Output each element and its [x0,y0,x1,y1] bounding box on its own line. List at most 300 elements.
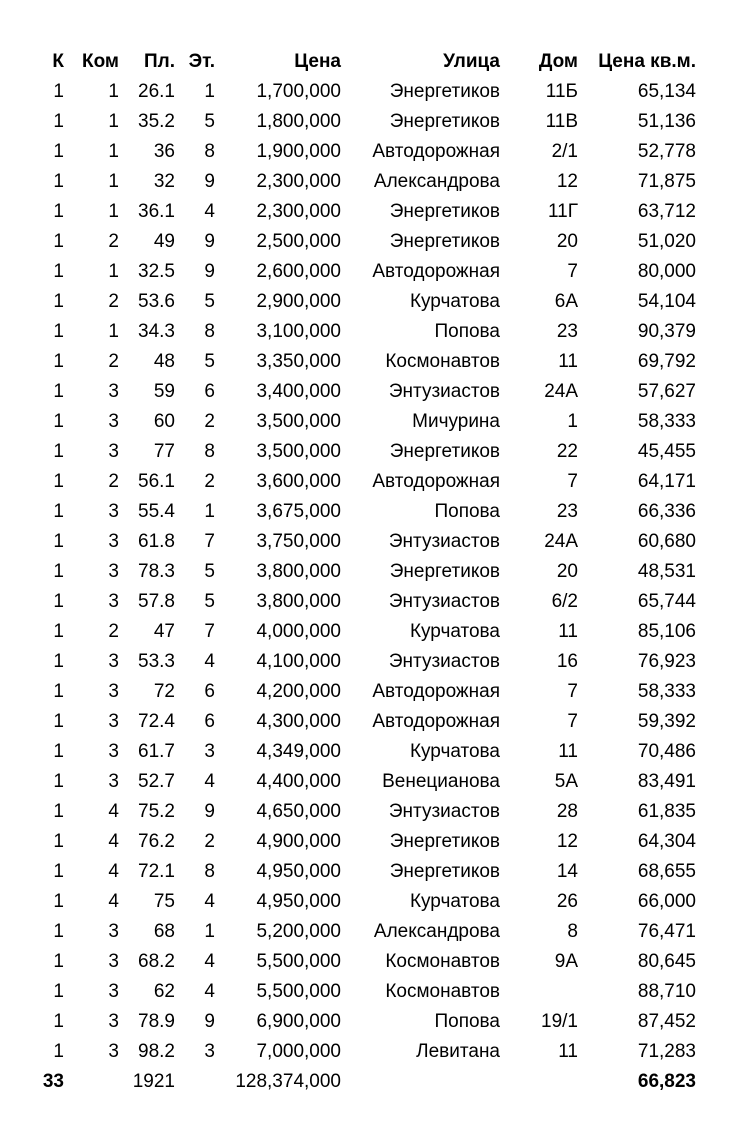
cell-pad [696,527,751,557]
cell-street: Курчатова [409,891,500,912]
cell-k: 1 [53,951,64,972]
cell-k: 1 [53,621,64,642]
cell-floor: 5 [204,561,215,582]
cell-house: 6А [554,291,578,312]
cell-floor: 5 [204,291,215,312]
header-rooms: Ком [81,51,119,72]
table-row [0,857,751,887]
cell-rooms: 3 [108,741,119,762]
cell-price: 2,900,000 [256,291,341,312]
cell-price: 3,750,000 [256,531,341,552]
table-row [0,647,751,677]
table-row [0,707,751,737]
cell-house: 19/1 [541,1011,578,1032]
table-row [0,407,751,437]
cell-rooms: 1 [108,321,119,342]
cell-house: 23 [556,321,578,342]
cell-area: 35.2 [138,111,175,132]
cell-k: 1 [53,471,64,492]
cell-area: 98.2 [138,1041,175,1062]
header-floor: Эт. [188,51,215,72]
cell-pad [696,317,751,347]
cell-house: 11В [545,111,578,132]
cell-house: 1 [567,411,578,432]
cell-street: Энергетиков [389,231,500,252]
cell-price-sqm: 80,000 [637,261,696,282]
table-row [0,137,751,167]
cell-k: 1 [53,651,64,672]
table-row [0,497,751,527]
cell-street: Автодорожная [372,261,500,282]
cell-price-sqm: 48,531 [637,561,696,582]
cell-pad [696,107,751,137]
cell-pad [696,797,751,827]
cell-street: Энергетиков [389,441,500,462]
cell-floor: 3 [204,1041,215,1062]
cell-street: Энергетиков [389,201,500,222]
cell-floor: 8 [204,141,215,162]
cell-k: 1 [53,111,64,132]
cell-house: 6/2 [551,591,578,612]
cell-price-sqm: 66,336 [637,501,696,522]
cell-floor: 4 [204,771,215,792]
cell-rooms: 3 [108,561,119,582]
cell-price: 2,500,000 [256,231,341,252]
cell-price: 7,000,000 [256,1041,341,1062]
cell-price: 5,200,000 [256,921,341,942]
cell-k: 1 [53,981,64,1002]
cell-area: 36.1 [138,201,175,222]
cell-area: 26.1 [138,81,175,102]
cell-street: Автодорожная [372,471,500,492]
cell-house: 14 [556,861,578,882]
table-row [0,347,751,377]
cell-price: 4,200,000 [256,681,341,702]
cell-area: 78.9 [138,1011,175,1032]
cell-price-sqm: 52,778 [637,141,696,162]
cell-price-sqm: 58,333 [637,681,696,702]
cell-k: 1 [53,771,64,792]
cell-pad [696,1007,751,1037]
cell-rooms: 2 [108,621,119,642]
cell-house: 11 [558,741,578,762]
cell-street: Венецианова [382,771,500,792]
cell-pad [696,617,751,647]
cell-pad [696,497,751,527]
cell-house: 8 [567,921,578,942]
cell-area: 59 [153,381,175,402]
cell-rooms: 3 [108,501,119,522]
cell-price: 2,600,000 [256,261,341,282]
table-row [0,227,751,257]
cell-pad [696,77,751,107]
cell-pad [696,977,751,1007]
cell-area: 72 [153,681,175,702]
cell-price: 1,700,000 [256,81,341,102]
cell-k: 1 [53,561,64,582]
cell-rooms: 1 [108,171,119,192]
table-row [0,437,751,467]
cell-area: 76.2 [138,831,175,852]
cell-street: Энтузиастов [388,381,500,402]
cell-street: Космонавтов [385,951,500,972]
cell-rooms: 3 [108,1011,119,1032]
cell-floor: 5 [204,351,215,372]
cell-price-sqm: 66,000 [637,891,696,912]
cell-house [500,977,578,1007]
cell-street: Автодорожная [372,141,500,162]
cell-pad [696,647,751,677]
cell-area: 75.2 [138,801,175,822]
header-area: Пл. [143,51,175,72]
cell-house: 24А [544,531,578,552]
cell-price-sqm: 65,134 [637,81,696,102]
cell-price-sqm: 76,471 [637,921,696,942]
cell-rooms: 1 [108,141,119,162]
cell-floor: 5 [204,111,215,132]
cell-house: 26 [556,891,578,912]
cell-floor: 9 [204,261,215,282]
totals-row [0,1067,751,1097]
apartments-table [0,47,751,1097]
cell-floor: 1 [204,921,215,942]
cell-k: 1 [53,441,64,462]
cell-rooms: 3 [108,651,119,672]
cell-street: Левитана [416,1041,500,1062]
table-row [0,167,751,197]
table-body [0,77,751,1067]
cell-pad [696,887,751,917]
cell-pad [696,707,751,737]
table-row [0,527,751,557]
cell-floor: 4 [204,981,215,1002]
cell-price-sqm: 80,645 [637,951,696,972]
cell-street: Мичурина [412,411,500,432]
cell-street: Курчатова [409,291,500,312]
header-price: Цена [294,51,341,72]
cell-price-sqm: 54,104 [637,291,696,312]
cell-rooms: 3 [108,681,119,702]
cell-k: 1 [53,201,64,222]
cell-floor: 9 [204,1011,215,1032]
cell-house: 20 [556,231,578,252]
cell-house: 7 [567,471,578,492]
cell-house: 7 [567,711,578,732]
cell-price: 1,800,000 [256,111,341,132]
cell-pad [696,737,751,767]
table-row [0,317,751,347]
header-k: К [52,51,64,72]
table-row [0,557,751,587]
cell-pad [696,377,751,407]
cell-house: 24А [544,381,578,402]
cell-price-sqm: 64,304 [637,831,696,852]
cell-k: 1 [53,741,64,762]
table-row [0,947,751,977]
cell-k: 1 [53,801,64,822]
cell-rooms: 3 [108,921,119,942]
cell-area: 77 [153,441,175,462]
cell-street: Энергетиков [389,111,500,132]
cell-floor: 1 [204,501,215,522]
cell-area: 34.3 [138,321,175,342]
cell-rooms: 4 [108,801,119,822]
cell-price-sqm: 51,020 [637,231,696,252]
cell-price-sqm: 63,712 [637,201,696,222]
cell-price: 4,300,000 [256,711,341,732]
cell-price-sqm: 59,392 [637,711,696,732]
cell-price-sqm: 70,486 [637,741,696,762]
cell-floor: 1 [204,81,215,102]
total-price-sqm: 66,823 [637,1071,696,1092]
table-row [0,377,751,407]
cell-street: Попова [434,321,500,342]
cell-street: Энергетиков [389,561,500,582]
header-street: Улица [443,51,500,72]
cell-rooms: 3 [108,951,119,972]
cell-pad [696,467,751,497]
cell-house: 11 [558,621,578,642]
total-empty-rooms [64,1067,119,1097]
table-row [0,737,751,767]
cell-floor: 8 [204,861,215,882]
cell-area: 61.8 [138,531,175,552]
cell-k: 1 [53,141,64,162]
cell-price: 1,900,000 [256,141,341,162]
cell-area: 56.1 [138,471,175,492]
total-area: 1921 [132,1071,175,1092]
cell-floor: 3 [204,741,215,762]
cell-area: 60 [153,411,175,432]
cell-price: 3,400,000 [256,381,341,402]
table-row [0,257,751,287]
cell-rooms: 4 [108,891,119,912]
cell-k: 1 [53,261,64,282]
cell-street: Энергетиков [389,861,500,882]
cell-area: 48 [153,351,175,372]
cell-price-sqm: 88,710 [637,981,696,1002]
cell-price: 3,500,000 [256,441,341,462]
cell-area: 53.3 [138,651,175,672]
table-row [0,797,751,827]
cell-house: 7 [567,681,578,702]
cell-pad [696,167,751,197]
table-row [0,1037,751,1067]
cell-floor: 8 [204,441,215,462]
cell-house: 11 [558,351,578,372]
cell-price: 4,950,000 [256,861,341,882]
cell-price: 3,800,000 [256,591,341,612]
cell-rooms: 1 [108,261,119,282]
cell-pad [696,137,751,167]
cell-street: Энтузиастов [388,651,500,672]
table-row [0,887,751,917]
cell-price: 3,600,000 [256,471,341,492]
cell-floor: 4 [204,651,215,672]
cell-area: 32 [153,171,175,192]
cell-price-sqm: 90,379 [637,321,696,342]
cell-k: 1 [53,411,64,432]
cell-street: Энтузиастов [388,801,500,822]
cell-price-sqm: 45,455 [637,441,696,462]
cell-street: Курчатова [409,741,500,762]
cell-area: 72.4 [138,711,175,732]
table-row [0,977,751,1007]
cell-floor: 6 [204,711,215,732]
table-row [0,767,751,797]
cell-street: Космонавтов [385,351,500,372]
cell-pad [696,197,751,227]
cell-price: 4,900,000 [256,831,341,852]
cell-k: 1 [53,531,64,552]
cell-pad [696,917,751,947]
total-empty-house [500,1067,578,1097]
cell-rooms: 3 [108,981,119,1002]
cell-price-sqm: 60,680 [637,531,696,552]
cell-k: 1 [53,591,64,612]
cell-price-sqm: 61,835 [637,801,696,822]
cell-pad [696,1037,751,1067]
cell-floor: 9 [204,231,215,252]
cell-area: 47 [153,621,175,642]
cell-house: 12 [556,831,578,852]
cell-rooms: 3 [108,591,119,612]
cell-pad [696,827,751,857]
cell-k: 1 [53,81,64,102]
cell-rooms: 3 [108,441,119,462]
cell-house: 11Б [545,81,578,102]
cell-street: Энергетиков [389,81,500,102]
cell-price-sqm: 71,283 [637,1041,696,1062]
cell-floor: 8 [204,321,215,342]
cell-price-sqm: 51,136 [637,111,696,132]
cell-street: Александрова [373,171,500,192]
header-pad [696,47,751,77]
cell-price: 4,349,000 [256,741,341,762]
cell-price-sqm: 58,333 [637,411,696,432]
cell-floor: 2 [204,831,215,852]
cell-rooms: 2 [108,471,119,492]
cell-pad [696,677,751,707]
cell-k: 1 [53,831,64,852]
cell-area: 53.6 [138,291,175,312]
header-price-sqm: Цена кв.м. [598,51,696,72]
cell-k: 1 [53,921,64,942]
cell-price: 3,100,000 [256,321,341,342]
cell-floor: 4 [204,891,215,912]
cell-k: 1 [53,351,64,372]
cell-street: Автодорожная [372,681,500,702]
cell-house: 7 [567,261,578,282]
cell-area: 68.2 [138,951,175,972]
cell-price-sqm: 69,792 [637,351,696,372]
cell-price: 2,300,000 [256,201,341,222]
cell-pad [696,287,751,317]
cell-floor: 2 [204,411,215,432]
cell-area: 36 [153,141,175,162]
cell-price: 3,675,000 [256,501,341,522]
cell-house: 11 [558,1041,578,1062]
cell-pad [696,587,751,617]
cell-floor: 2 [204,471,215,492]
cell-k: 1 [53,381,64,402]
total-price: 128,374,000 [235,1071,341,1092]
cell-k: 1 [53,291,64,312]
cell-rooms: 1 [108,201,119,222]
table-row [0,197,751,227]
cell-price-sqm: 57,627 [637,381,696,402]
cell-floor: 5 [204,591,215,612]
cell-area: 55.4 [138,501,175,522]
table-row [0,467,751,497]
cell-area: 75 [153,891,175,912]
cell-k: 1 [53,711,64,732]
cell-rooms: 2 [108,291,119,312]
header-house: Дом [538,51,578,72]
cell-price-sqm: 65,744 [637,591,696,612]
cell-price: 6,900,000 [256,1011,341,1032]
cell-price: 4,650,000 [256,801,341,822]
cell-street: Энтузиастов [388,591,500,612]
cell-k: 1 [53,681,64,702]
cell-rooms: 3 [108,381,119,402]
cell-k: 1 [53,171,64,192]
cell-street: Курчатова [409,621,500,642]
cell-pad [696,227,751,257]
cell-floor: 9 [204,171,215,192]
cell-price: 5,500,000 [256,951,341,972]
cell-pad [696,437,751,467]
cell-house: 2/1 [551,141,578,162]
cell-rooms: 3 [108,711,119,732]
cell-street: Александрова [373,921,500,942]
cell-price: 5,500,000 [256,981,341,1002]
cell-k: 1 [53,891,64,912]
cell-house: 11Г [547,201,578,222]
cell-rooms: 1 [108,111,119,132]
cell-price-sqm: 85,106 [637,621,696,642]
total-empty-street [341,1067,500,1097]
table-row [0,287,751,317]
table-row [0,677,751,707]
cell-k: 1 [53,231,64,252]
table-row [0,1007,751,1037]
cell-floor: 6 [204,681,215,702]
cell-street: Космонавтов [385,981,500,1002]
cell-price: 2,300,000 [256,171,341,192]
cell-street: Попова [434,501,500,522]
cell-rooms: 4 [108,861,119,882]
cell-area: 57.8 [138,591,175,612]
cell-house: 5А [554,771,578,792]
cell-floor: 9 [204,801,215,822]
cell-area: 78.3 [138,561,175,582]
cell-area: 72.1 [138,861,175,882]
cell-area: 61.7 [138,741,175,762]
total-empty-floor [175,1067,215,1097]
cell-price: 4,400,000 [256,771,341,792]
cell-street: Автодорожная [372,711,500,732]
cell-pad [696,947,751,977]
cell-price: 4,950,000 [256,891,341,912]
cell-pad [696,557,751,587]
cell-price: 3,500,000 [256,411,341,432]
cell-price-sqm: 83,491 [637,771,696,792]
cell-price: 3,350,000 [256,351,341,372]
total-count: 33 [42,1071,64,1092]
cell-pad [696,347,751,377]
cell-rooms: 3 [108,411,119,432]
